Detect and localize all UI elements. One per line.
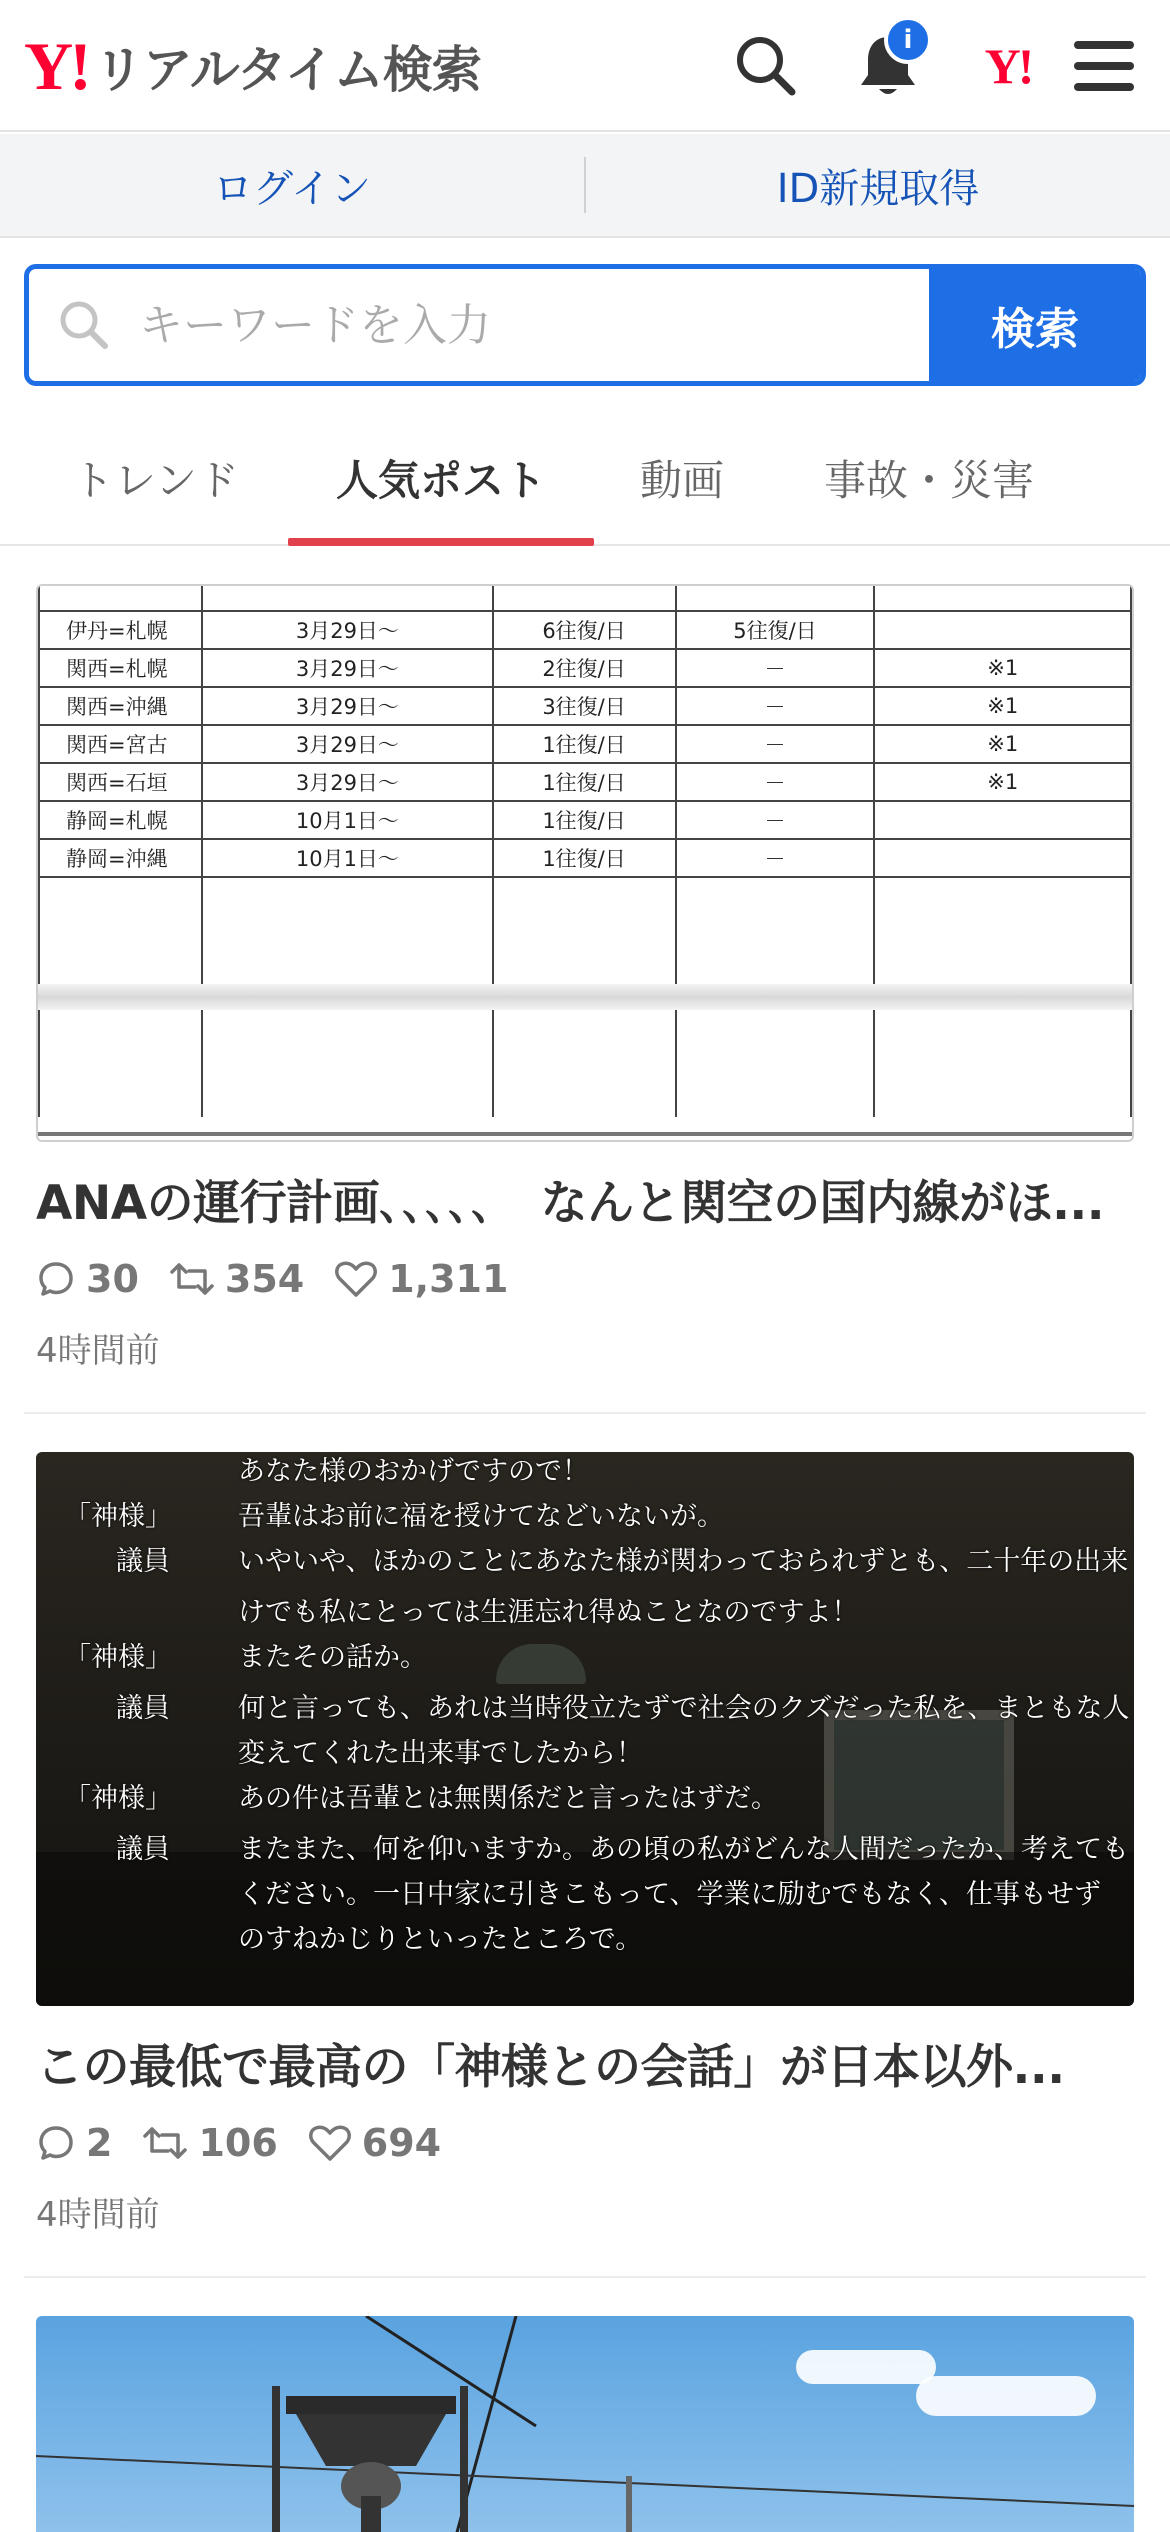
dialogue-text: 変えてくれた出来事でしたから！ (238, 1738, 643, 1769)
reply-count[interactable] (36, 2121, 112, 2165)
post-timestamp: 4時間前 (36, 1331, 160, 1371)
reply-count-value: 30 (86, 1257, 139, 1301)
dialogue-text: あの件は吾輩とは無関係だと言ったはずだ。 (238, 1783, 778, 1814)
like-count-value: 1,311 (388, 1257, 509, 1301)
table-cell: 3月29日～ (202, 611, 492, 649)
table-cell: 関西=札幌 (39, 649, 202, 687)
table-cell: 10月1日～ (202, 839, 492, 877)
table-cell: － (676, 839, 875, 877)
repost-count[interactable] (142, 2121, 277, 2165)
search-input[interactable] (139, 269, 929, 381)
post-timestamp: 4時間前 (36, 2195, 160, 2235)
table-cell: － (676, 763, 875, 801)
dialogue-text: またまた、何を仰いますか。あの頃の私がどんな人間だったか、考えても (238, 1834, 1129, 1865)
dialogue-speaker: 「神様」 (64, 1501, 172, 1532)
post-card[interactable] (36, 2316, 1134, 2532)
yahoo-logo-mark: Y! (24, 28, 88, 104)
post-image[interactable] (36, 584, 1134, 1142)
table-cell: 関西=沖縄 (39, 687, 202, 725)
repost-count-value: 106 (198, 2121, 278, 2165)
table-cell: 3月29日～ (202, 687, 492, 725)
table-cell: － (676, 801, 875, 839)
table-row (39, 687, 1131, 725)
post-stats (36, 2115, 1134, 2171)
yahoo-japan-icon[interactable]: Y! (984, 38, 1032, 94)
signup-link[interactable]: ID新規取得 (776, 165, 980, 212)
table-cell (874, 839, 1131, 877)
login-link[interactable]: ログイン (213, 165, 371, 212)
heart-icon (308, 2123, 352, 2163)
table-cell: 1往復/日 (493, 801, 676, 839)
reply-icon (36, 2123, 76, 2163)
dialogue-text: いやいや、ほかのことにあなた様が関わっておられずとも、二十年の出来 (238, 1546, 1129, 1577)
table-cell: 6往復/日 (493, 611, 676, 649)
login-bar (0, 134, 1170, 238)
dialogue-text: 吾輩はお前に福を授けてなどいないが。 (238, 1501, 724, 1532)
table-cell: 関西=宮古 (39, 725, 202, 763)
table-cell: 5往復/日 (676, 611, 875, 649)
table-cell (874, 611, 1131, 649)
category-tabs (0, 404, 1170, 546)
tab-trend[interactable]: トレンド (72, 456, 239, 505)
table-row (39, 801, 1131, 839)
dialogue-speaker: 議員 (116, 1834, 170, 1865)
search-field-icon (29, 269, 139, 381)
table-cell: 伊丹=札幌 (39, 611, 202, 649)
post-image[interactable] (36, 1452, 1134, 2006)
table-cell: ※1 (874, 687, 1131, 725)
post-title[interactable]: この最低で最高の「神様との会話」が日本以外... (36, 2040, 1065, 2095)
header (0, 0, 1170, 132)
table-cell: 3月29日～ (202, 763, 492, 801)
repost-icon (169, 1259, 215, 1299)
table-cell: 1往復/日 (493, 839, 676, 877)
table-row (39, 725, 1131, 763)
scan-band (38, 984, 1132, 1010)
post-card[interactable] (36, 1452, 1134, 2236)
table-cell: 静岡=札幌 (39, 801, 202, 839)
search-button[interactable]: 検索 (929, 269, 1141, 381)
dialogue-text: あなた様のおかげですので！ (238, 1456, 589, 1487)
table-cell: － (676, 687, 875, 725)
table-cell: 3往復/日 (493, 687, 676, 725)
table-cell: － (676, 649, 875, 687)
table-row (39, 611, 1131, 649)
table-cell: 静岡=沖縄 (39, 839, 202, 877)
table-cell: 3月29日～ (202, 649, 492, 687)
reply-icon (36, 1259, 76, 1299)
tab-video[interactable]: 動画 (640, 456, 725, 505)
search-icon[interactable] (728, 28, 804, 104)
tab-popular-posts[interactable]: 人気ポスト (336, 456, 547, 505)
post-title[interactable]: ANAの運行計画､､､､､ なんと関空の国内線がほ... (36, 1176, 1105, 1231)
table-cell: 1往復/日 (493, 763, 676, 801)
active-tab-indicator (288, 538, 594, 546)
table-cell: 関西=石垣 (39, 763, 202, 801)
table-row (39, 839, 1131, 877)
tab-accidents-disasters[interactable]: 事故・災害 (824, 456, 1035, 505)
yahoo-realtime-logo[interactable] (24, 30, 481, 102)
schedule-table (38, 584, 1132, 1117)
repost-count[interactable] (169, 1257, 304, 1301)
table-row (39, 649, 1131, 687)
heart-icon (334, 1259, 378, 1299)
table-cell (874, 801, 1131, 839)
table-cell: ※1 (874, 763, 1131, 801)
table-cell: 2往復/日 (493, 649, 676, 687)
repost-count-value: 354 (224, 1257, 305, 1301)
table-cell: ※1 (874, 649, 1131, 687)
dialogue-text: 何と言っても、あれは当時役立たずで社会のクズだった私を、まともな人 (238, 1693, 1130, 1724)
post-stats (36, 1251, 1134, 1307)
post-divider (24, 2276, 1146, 2278)
post-divider (24, 1412, 1146, 1414)
logo-text: リアルタイム検索 (93, 41, 481, 99)
dialogue-speaker: 「神様」 (64, 1642, 172, 1673)
table-row (39, 763, 1131, 801)
menu-icon[interactable] (1066, 28, 1142, 104)
post-image[interactable] (36, 2316, 1134, 2532)
search-form (24, 264, 1146, 386)
background-lamp (496, 1644, 586, 1684)
dialogue-text: ください。一日中家に引きこもって、学業に励むでもなく、仕事もせず (238, 1879, 1101, 1910)
like-count[interactable] (308, 2121, 441, 2165)
reply-count[interactable] (36, 1257, 139, 1301)
dialogue-speaker: 「神様」 (64, 1783, 172, 1814)
dialogue-text: のすねかじりといったところで。 (238, 1924, 643, 1955)
notification-badge: i (884, 16, 932, 64)
tower-silhouette (36, 2316, 1134, 2532)
table-bottom-edge (38, 1132, 1132, 1136)
post-card[interactable] (36, 584, 1134, 1372)
dialogue-speaker: 議員 (116, 1546, 170, 1577)
dialogue-text: またその話か。 (238, 1642, 427, 1673)
table-cell: 3月29日～ (202, 725, 492, 763)
table-row (39, 584, 1131, 611)
table-cell: 1往復/日 (493, 725, 676, 763)
dialogue-speaker: 議員 (116, 1693, 170, 1724)
repost-icon (142, 2123, 188, 2163)
like-count[interactable] (334, 1257, 508, 1301)
notification-bell-icon[interactable] (850, 25, 926, 104)
reply-count-value: 2 (86, 2121, 113, 2165)
dialogue-text: けでも私にとっては生涯忘れ得ぬことなのですよ！ (238, 1597, 859, 1628)
table-cell: ※1 (874, 725, 1131, 763)
table-cell: － (676, 725, 875, 763)
like-count-value: 694 (361, 2121, 442, 2165)
table-cell: 10月1日～ (202, 801, 492, 839)
